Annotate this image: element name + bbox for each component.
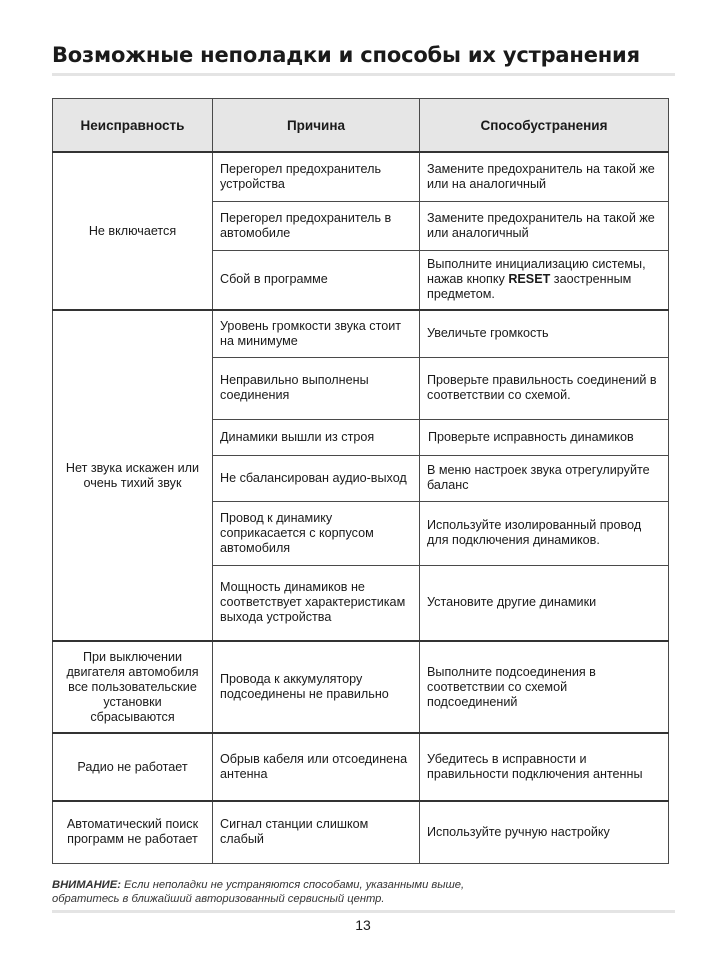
title-divider xyxy=(52,73,675,76)
reset-keyword: RESET xyxy=(508,272,551,287)
table-row xyxy=(53,641,669,733)
cause-cell: Сбой в программе xyxy=(213,250,420,310)
page-title: Возможные неполадки и способы их устранения xyxy=(52,43,640,67)
warning-note xyxy=(52,878,672,906)
cause-cell: Провода к аккумулятору подсоединены не правильно xyxy=(213,641,420,733)
remedy-cell: Используйте изолированный провод для подключения динамиков. xyxy=(420,501,669,565)
page-number: 13 xyxy=(355,917,371,933)
remedy-cell: Проверьте исправность динамиков xyxy=(420,419,669,455)
remedy-cell: Убедитесь в исправности и правильности подключения антенны xyxy=(420,733,669,801)
table-row xyxy=(53,733,669,801)
footer-divider xyxy=(52,910,675,913)
header-cause: Причина xyxy=(213,99,420,153)
remedy-text: Выполните инициализацию системы, нажав кнопку xyxy=(427,257,646,287)
remedy-cell: Замените предохранитель на такой же или на аналогичный xyxy=(420,152,669,201)
fault-cell: Нет звука искажен или очень тихий звук xyxy=(53,310,213,641)
fault-cell: Не включается xyxy=(53,152,213,310)
cause-cell: Провод к динамику соприкасается с корпусом автомобиля xyxy=(213,501,420,565)
remedy-cell: В меню настроек звука отрегулируйте баланс xyxy=(420,455,669,501)
cause-cell: Перегорел предохранитель устройства xyxy=(213,152,420,201)
warning-text: Если неполадки не устраняются способами, указанными выше, xyxy=(120,879,465,891)
cause-cell: Уровень громкости звука стоит на минимуме xyxy=(213,310,420,357)
table-header-row xyxy=(53,99,669,153)
warning-label: ВНИМАНИЕ: xyxy=(52,879,121,891)
remedy-cell: Замените предохранитель на такой же или аналогичный xyxy=(420,201,669,250)
cause-cell: Перегорел предохранитель в автомобиле xyxy=(213,201,420,250)
cause-cell: Мощность динамиков не соответствует характеристикам выхода устройства xyxy=(213,565,420,641)
remedy-cell xyxy=(420,250,669,310)
remedy-cell: Выполните подсоединения в соответствии со схемой подсоединений xyxy=(420,641,669,733)
fault-cell: Автоматический поиск программ не работает xyxy=(53,801,213,863)
cause-cell: Обрыв кабеля или отсоединена антенна xyxy=(213,733,420,801)
header-remedy: Способустранения xyxy=(420,99,669,153)
header-fault: Неисправность xyxy=(53,99,213,153)
cause-cell: Динамики вышли из строя xyxy=(213,419,420,455)
fault-cell: При выключении двигателя автомобиля все пользовательские установки сбрасываются xyxy=(53,641,213,733)
cause-cell: Не сбалансирован аудио-выход xyxy=(213,455,420,501)
remedy-text: заостренным предметом. xyxy=(427,272,632,302)
table-row xyxy=(53,801,669,863)
table-row xyxy=(53,152,669,201)
remedy-cell: Установите другие динамики xyxy=(420,565,669,641)
warning-text: обратитесь в ближайший авторизованный сервисный центр. xyxy=(52,893,385,905)
remedy-cell: Используйте ручную настройку xyxy=(420,801,669,863)
cause-cell: Сигнал станции слишком слабый xyxy=(213,801,420,863)
remedy-cell: Проверьте правильность соединений в соответствии со схемой. xyxy=(420,357,669,419)
table-row xyxy=(53,310,669,357)
cause-cell: Неправильно выполнены соединения xyxy=(213,357,420,419)
remedy-cell: Увеличьте громкость xyxy=(420,310,669,357)
fault-cell: Радио не работает xyxy=(53,733,213,801)
troubleshooting-table xyxy=(52,98,669,864)
